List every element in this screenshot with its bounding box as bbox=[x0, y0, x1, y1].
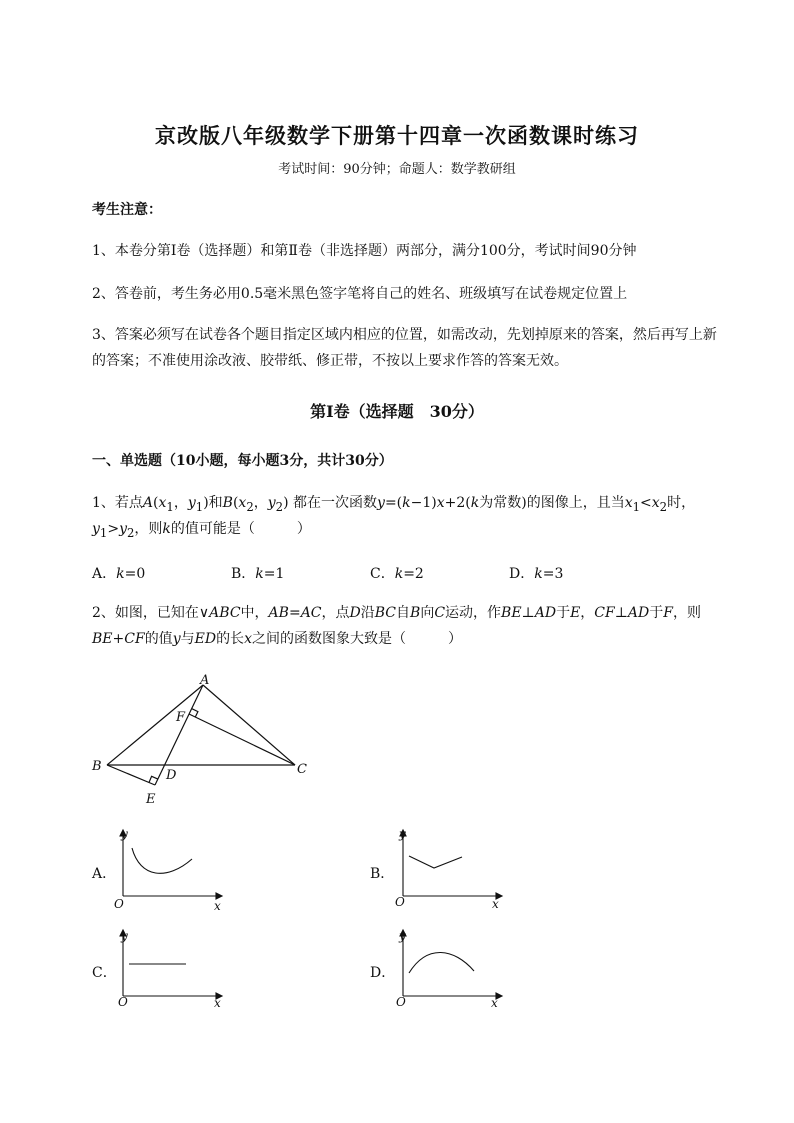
axis-x-label: x bbox=[214, 996, 221, 1010]
axis-y-label: y bbox=[121, 929, 128, 943]
section-heading: 一、单选题（10小题，每小题3分，共计30分） bbox=[92, 453, 393, 469]
segment-ac bbox=[203, 685, 295, 765]
section-title: 第Ⅰ卷（选择题 30分） bbox=[310, 402, 484, 421]
origin-label: O bbox=[395, 895, 405, 909]
label-f: F bbox=[176, 710, 186, 725]
segment-ae bbox=[155, 685, 203, 785]
axis-x-label: x bbox=[492, 897, 499, 911]
axis-y-label: y bbox=[121, 827, 128, 841]
q1-option-b[interactable]: B．k=1 bbox=[231, 566, 285, 582]
q2-option-d-label[interactable]: D． bbox=[370, 965, 396, 981]
notice-heading: 考生注意： bbox=[92, 202, 162, 218]
segment-ab bbox=[107, 685, 203, 765]
q1-stem-line2: $y_1>y_2$，则k的值可能是（ ） bbox=[92, 521, 311, 540]
axis-x-label: x bbox=[491, 996, 498, 1010]
axis-y-label: y bbox=[399, 929, 406, 943]
q1-stem-line1: 1、若点$A(x_1$，$y_1$)和$B(x_2$，$y_2$) 都在一次函数y=(k−1)x+2(k为常数)的图像上，且当$x_1<x_2$时， bbox=[92, 495, 696, 514]
segment-be bbox=[107, 765, 155, 785]
label-d: D bbox=[166, 768, 177, 783]
label-a: A bbox=[200, 673, 210, 688]
origin-label: O bbox=[396, 995, 406, 1009]
notice-item-1: 1、本卷分第Ⅰ卷（选择题）和第Ⅱ卷（非选择题）两部分，满分100分，考试时间90分钟 bbox=[92, 243, 637, 259]
notice-item-3: 3、答案必须写在试卷各个题目指定区域内相应的位置，如需改动，先划掉原来的答案，然后再写上新 bbox=[92, 327, 717, 343]
q2-option-b-label[interactable]: B． bbox=[370, 866, 395, 882]
label-c: C bbox=[297, 762, 307, 777]
label-e: E bbox=[146, 792, 156, 807]
q1-option-c[interactable]: C．k=2 bbox=[370, 566, 424, 582]
origin-label: O bbox=[118, 995, 128, 1009]
notice-item-3-cont: 的答案；不准使用涂改液、胶带纸、修正带，不按以上要求作答的答案无效。 bbox=[92, 353, 568, 369]
q2-stem-line1: 2、如图，已知在∨ABC中，AB=AC，点D沿BC自B向C运动，作BE⊥AD于E，CF⊥AD于F，则 bbox=[92, 605, 701, 621]
exam-subtitle: 考试时间：90分钟；命题人：数学教研组 bbox=[278, 162, 516, 177]
exam-title: 京改版八年级数学下册第十四章一次函数课时练习 bbox=[155, 123, 639, 148]
q2-stem-line2: BE+CF的值y与ED的长x之间的函数图象大致是（ ） bbox=[92, 631, 462, 647]
segment-cf bbox=[189, 714, 295, 765]
curve-v-shape bbox=[409, 856, 462, 868]
curve-u-shape bbox=[132, 848, 192, 873]
q2-option-a-label[interactable]: A． bbox=[92, 866, 117, 882]
curve-arch bbox=[409, 952, 474, 973]
axis-y-label: y bbox=[399, 827, 406, 841]
origin-label: O bbox=[114, 897, 124, 911]
q2-option-b-graph[interactable] bbox=[392, 826, 504, 914]
axis-x-label: x bbox=[214, 899, 221, 913]
q2-option-c-graph[interactable] bbox=[112, 926, 224, 1012]
triangle-figure bbox=[85, 668, 325, 810]
q1-option-a[interactable]: A．k=0 bbox=[92, 566, 146, 582]
q1-option-d[interactable]: D．k=3 bbox=[509, 566, 564, 582]
notice-item-2: 2、答卷前，考生务必用0.5毫米黑色签字笔将自己的姓名、班级填写在试卷规定位置上 bbox=[92, 286, 628, 302]
q2-option-a-graph[interactable] bbox=[112, 826, 224, 914]
q2-option-c-label[interactable]: C． bbox=[92, 965, 117, 981]
q2-option-d-graph[interactable] bbox=[392, 926, 504, 1012]
label-b: B bbox=[92, 759, 102, 774]
